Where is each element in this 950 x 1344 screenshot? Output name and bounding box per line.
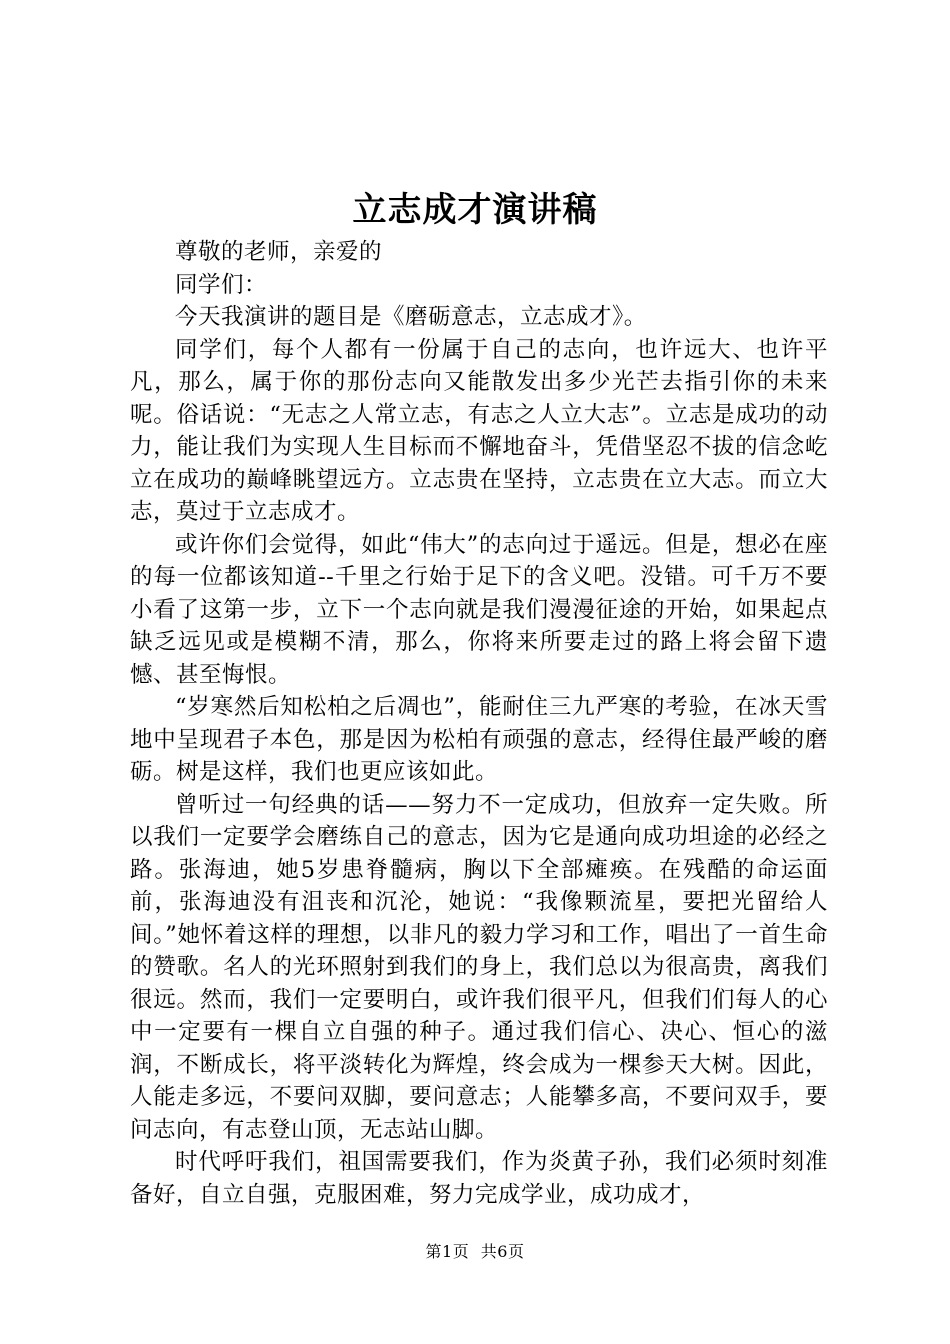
page-total: 共6页 — [480, 1242, 525, 1261]
page-number: 第1页 — [425, 1242, 470, 1261]
paragraph: “岁寒然后知松柏之后凋也”，能耐住三九严寒的考验，在冰天雪地中呈现君子本色，那是因为松柏有顽强的意志，经得住最严峻的磨砺。树是这样，我们也更应该如此。 — [130, 694, 828, 785]
page-footer — [0, 1241, 950, 1263]
paragraph-topic: 今天我演讲的题目是《磨砺意志，立志成才》。 — [175, 304, 647, 330]
paragraph: 同学们，每个人都有一份属于自己的志向，也许远大、也许平凡，那么，属于你的那份志向又能散发出多少光芒去指引你的未来呢。俗话说：“无志之人常立志，有志之人立大志”。立志是成功的动力，能让我们为实现人生目标而不懈地奋斗，凭借坚忍不拔的信念屹立在成功的巅峰眺望远方。立志贵在坚持，立志贵在立大志。而立大志，莫过于立志成才。 — [130, 336, 828, 525]
document-title: 立志成才演讲稿 — [352, 190, 598, 230]
paragraph-greeting-cont: 同学们： — [175, 271, 268, 298]
paragraph: 曾听过一句经典的话——努力不一定成功，但放弃一定失败。所以我们一定要学会磨练自己的意志，因为它是通向成功坦途的必经之路。张海迪，她5岁患脊髓病，胸以下全部瘫痪。在残酷的命运面前，张海迪没有沮丧和沉沦，她说：“我像颗流星，要把光留给人间。”她怀着这样的理想，以非凡的毅力学习和工作，唱出了一首生命的赞歌。名人的光环照射到我们的身上，我们总以为很高贵，离我们很远。然而，我们一定要明白，或许我们很平凡，但我们们每人的心中一定要有一棵自立自强的种子。通过我们信心、决心、恒心的滋润，不断成长，将平淡转化为辉煌，终会成为一棵参天大树。因此，人能走多远，不要问双脚，要问意志；人能攀多高，不要问双手，要问志向，有志登山顶，无志站山脚。 — [130, 791, 828, 1143]
document-body — [130, 236, 828, 1211]
paragraph: 时代呼吁我们，祖国需要我们，作为炎黄子孙，我们必须时刻准备好，自立自强，克服困难，努力完成学业，成功成才， — [130, 1149, 828, 1208]
paragraph-greeting: 尊敬的老师，亲爱的 — [175, 239, 383, 265]
paragraph: 或许你们会觉得，如此“伟大”的志向过于遥远。但是，想必在座的每一位都该知道--千里之行始于足下的含义吧。没错。可千万不要小看了这第一步，立下一个志向就是我们漫漫征途的开始，如果起点缺乏远见或是模糊不清，那么，你将来所要走过的路上将会留下遗憾、甚至悔恨。 — [130, 531, 828, 688]
